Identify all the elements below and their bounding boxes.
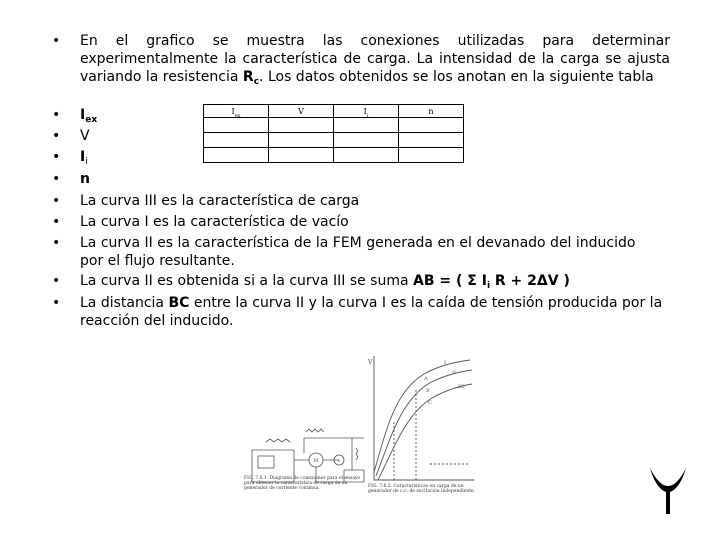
bullet-curva-ii: La curva II es la característica de la FEM generada en el devanado del inducido por el flujo resultante. — [80, 235, 636, 269]
table-cell — [204, 118, 269, 133]
table-row — [204, 133, 464, 148]
figure-left-caption: FIG. 7.6.1. Diagrama de conexiones para el ensayo para obtener la característica de carga de un generador de corriente continua. — [244, 476, 361, 491]
bullet-dot: • — [52, 295, 61, 311]
curve-label-ii: II — [452, 370, 456, 376]
intro-text: En el grafico se muestra las conexiones utilizadas para determinar experimentalmente la característica de carga. La intensidad de la carga se ajusta variando la resistencia — [80, 33, 670, 85]
table-header: V — [269, 105, 334, 118]
point-label-a: A — [424, 376, 428, 382]
variable-v: V — [80, 128, 90, 144]
table-header-row — [204, 105, 464, 118]
variable-iex: $I_{ex}$ — [80, 107, 98, 125]
bullet-ab: La curva II es obtenida si a la curva III se suma AB = ( Σ $I_i$ R + 2ΔV ) — [80, 273, 570, 291]
data-table — [203, 104, 464, 163]
bullet-dot: • — [52, 273, 61, 289]
table-row — [204, 118, 464, 133]
bullet-dot: • — [52, 235, 61, 251]
bullet-dot: • — [52, 33, 61, 49]
bullet-dot: • — [52, 149, 61, 165]
bullet-dot: • — [52, 214, 61, 230]
variable-n: n — [80, 171, 90, 187]
table-cell — [269, 133, 334, 148]
bullet-bc: La distancia BC entre la curva II y la curva I es la caída de tensión producida por la reacción del inducido. — [80, 295, 663, 329]
curve-label-iii: III — [458, 384, 464, 390]
table-cell — [269, 148, 334, 163]
variable-ii: $I_i$ — [80, 149, 88, 167]
svg-text:V: V — [337, 458, 341, 463]
curve-label-i: I — [444, 360, 446, 366]
bullet-curva-i: La curva I es la característica de vacío — [80, 214, 349, 230]
bullet-dot: • — [52, 107, 61, 123]
table-header: $I_{ex}$ — [204, 105, 269, 118]
table-cell — [399, 148, 464, 163]
point-label-c: C — [428, 400, 432, 406]
bullet-dot: • — [52, 128, 61, 144]
bullet-dot: • — [52, 193, 61, 209]
bullet-curva-iii: La curva III es la característica de carga — [80, 193, 360, 209]
table-row — [204, 148, 464, 163]
logo-icon — [646, 462, 690, 518]
svg-text:M: M — [313, 458, 319, 464]
table-header: n — [399, 105, 464, 118]
table-header: $I_i$ — [334, 105, 399, 118]
resistance-symbol: R — [242, 69, 254, 85]
figure-right-caption: FIG. 7.6.2. Características en carga de un generador de c.c. de excitación independiente. — [368, 484, 476, 494]
table-cell — [334, 133, 399, 148]
resistance-subscript: c — [253, 77, 260, 87]
intro-text-end: . Los datos obtenidos se los anotan en la siguiente tabla — [259, 69, 654, 85]
table-cell — [334, 118, 399, 133]
table-cell — [399, 133, 464, 148]
table-cell — [204, 133, 269, 148]
intro-paragraph — [80, 32, 670, 86]
table-cell — [269, 118, 334, 133]
point-label-b: B — [426, 388, 430, 394]
table-cell — [334, 148, 399, 163]
graph-axis-y: V — [368, 359, 373, 366]
connection-diagram — [244, 420, 369, 530]
table-cell — [204, 148, 269, 163]
table-cell — [399, 118, 464, 133]
bullet-dot: • — [52, 171, 61, 187]
